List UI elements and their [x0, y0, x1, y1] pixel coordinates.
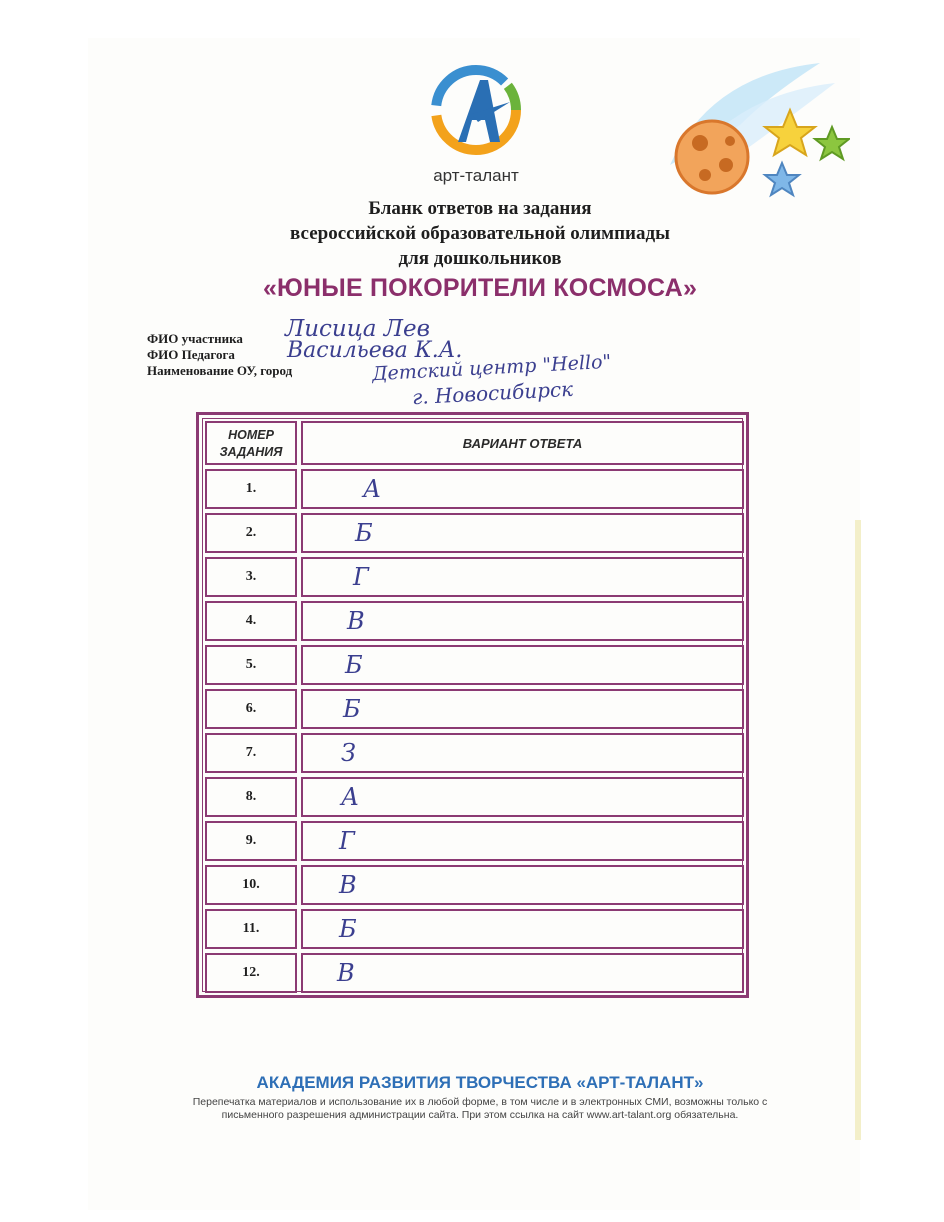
header-answer: ВАРИАНТ ОТВЕТА: [301, 421, 744, 465]
answer-cell: [301, 909, 744, 949]
table-row: [205, 557, 744, 597]
task-number: 3.: [205, 557, 297, 597]
answer-cell: [301, 469, 744, 509]
table-row: [205, 777, 744, 817]
header-task-number-line-1: НОМЕР: [228, 428, 274, 442]
header-task-number: [205, 421, 297, 465]
answer-value: Г: [353, 563, 369, 591]
answer-value: В: [347, 607, 365, 635]
art-talant-logo-icon: [428, 62, 524, 162]
heading-line-3: для дошкольников: [398, 248, 562, 269]
planet-stars-decoration-icon: [650, 55, 850, 210]
org-value-line-2: г. Новосибирск: [411, 376, 574, 410]
task-number: 5.: [205, 645, 297, 685]
answer-value: Б: [343, 695, 361, 723]
answer-cell: [301, 821, 744, 861]
task-number: 6.: [205, 689, 297, 729]
academy-name: АКАДЕМИЯ РАЗВИТИЯ ТВОРЧЕСТВА «АРТ-ТАЛАНТ»: [256, 1073, 704, 1092]
answer-value: Б: [339, 915, 357, 943]
answer-value: А: [341, 783, 360, 811]
olympiad-title: «ЮНЫЕ ПОКОРИТЕЛИ КОСМОСА»: [262, 274, 698, 302]
task-number: 10.: [205, 865, 297, 905]
table-row: [205, 909, 744, 949]
table-row: [205, 953, 744, 993]
answer-cell: [301, 645, 744, 685]
answer-value: З: [341, 739, 356, 767]
answer-value: В: [339, 871, 357, 899]
header-task-number-line-2: ЗАДАНИЯ: [219, 445, 283, 459]
table-row: [205, 513, 744, 553]
task-number: 11.: [205, 909, 297, 949]
task-number: 7.: [205, 733, 297, 773]
participant-label: ФИО участника: [147, 331, 243, 346]
org-value-line-1: Детский центр "Hello": [371, 350, 612, 386]
table-row: [205, 865, 744, 905]
answer-cell: [301, 601, 744, 641]
teacher-label: ФИО Педагога: [147, 347, 235, 362]
org-label: Наименование ОУ, город: [147, 363, 293, 378]
participant-value: Лисица Лев: [285, 316, 430, 342]
task-number: 8.: [205, 777, 297, 817]
answer-cell: [301, 777, 744, 817]
answers-table: [196, 412, 749, 998]
form-heading: [160, 196, 800, 271]
task-number: 2.: [205, 513, 297, 553]
paper-edge: [855, 520, 861, 1140]
answer-value: А: [363, 475, 382, 503]
copyright-line-2: письменного разрешения администрации сайта. При этом ссылка на сайт www.art-talant.org обязательна.: [221, 1109, 739, 1121]
answer-cell: [301, 557, 744, 597]
heading-line-1: Бланк ответов на задания: [368, 198, 592, 219]
copyright-line-1: Перепечатка материалов и использование их в любой форме, в том числе и в электронных СМИ, возможны только с: [192, 1096, 768, 1108]
table-row: [205, 733, 744, 773]
teacher-value: Васильева К.А.: [287, 338, 463, 363]
answer-cell: [301, 865, 744, 905]
task-number: 1.: [205, 469, 297, 509]
answer-cell: [301, 953, 744, 993]
heading-line-2: всероссийской образовательной олимпиады: [290, 223, 670, 244]
answer-value: Г: [339, 827, 355, 855]
task-number: 12.: [205, 953, 297, 993]
table-row: [205, 689, 744, 729]
table-row: [205, 821, 744, 861]
table-row: [205, 645, 744, 685]
copyright-notice: [170, 1096, 790, 1122]
answer-cell: [301, 513, 744, 553]
table-row: [205, 469, 744, 509]
task-number: 4.: [205, 601, 297, 641]
answer-value: Б: [355, 519, 373, 547]
answer-cell: [301, 689, 744, 729]
task-number: 9.: [205, 821, 297, 861]
answer-value: В: [337, 959, 355, 987]
art-talant-logo: [426, 62, 526, 192]
logo-text: арт-талант: [433, 166, 519, 185]
answer-cell: [301, 733, 744, 773]
table-row: [205, 601, 744, 641]
answer-value: Б: [345, 651, 363, 679]
